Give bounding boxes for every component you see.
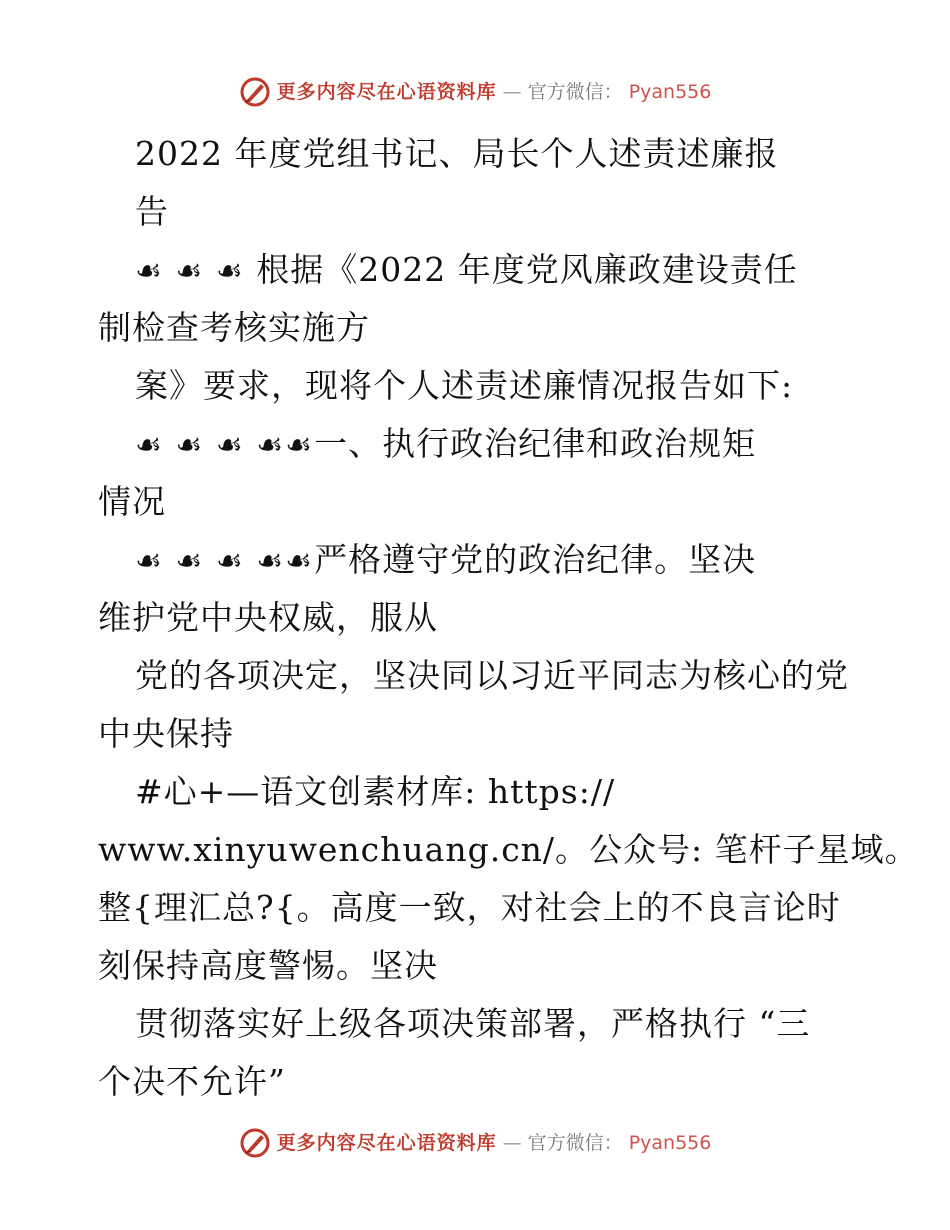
line-text: 贯彻落实好上级各项决策部署，严格执行 “三 xyxy=(135,1004,811,1043)
pen-logo-icon xyxy=(239,76,271,108)
line-text: 个决不允许” xyxy=(98,1062,286,1101)
watermark-wechat-id: Pyan556 xyxy=(628,1132,712,1154)
body-line xyxy=(98,1053,858,1111)
watermark-wechat-id: Pyan556 xyxy=(628,81,712,103)
line-text: 制检查考核实施方 xyxy=(98,308,370,347)
document-body xyxy=(98,125,919,1111)
footer-watermark xyxy=(0,1127,950,1159)
line-text: 案》要求，现将个人述责述廉情况报告如下: xyxy=(135,366,794,405)
body-line xyxy=(98,415,858,473)
watermark-official-label: 官方微信： xyxy=(527,81,623,103)
body-line xyxy=(98,241,858,299)
line-text: 一、执行政治纪律和政治规矩 xyxy=(314,424,757,463)
line-text: 根据《2022 年度党风廉政建设责任 xyxy=(256,250,798,289)
line-text: 2022 年度党组书记、局长个人述责述廉报 xyxy=(135,134,779,173)
line-text: 整{理汇总?{。高度一致，对社会上的不良言论时 xyxy=(98,888,841,927)
body-line xyxy=(98,821,919,879)
line-text: www.xinyuwenchuang.cn/。公众号: 笔杆子星域。 xyxy=(98,830,919,869)
header-watermark xyxy=(0,76,950,108)
line-text: 刻保持高度警惕。坚决 xyxy=(98,946,438,985)
line-text: 情况 xyxy=(98,482,166,521)
fleuron-ornament: ☙ ☙ ☙ ☙☙ xyxy=(135,428,315,463)
fleuron-ornament: ☙ ☙ ☙ ☙☙ xyxy=(135,544,315,579)
watermark-official-label: 官方微信： xyxy=(527,1132,623,1154)
line-text: #心+—语文创素材库: https:// xyxy=(135,772,616,811)
body-line xyxy=(98,647,858,705)
body-line xyxy=(98,763,858,821)
body-line xyxy=(98,531,858,589)
body-line xyxy=(98,589,858,647)
watermark-dash: — xyxy=(502,1132,522,1154)
fleuron-ornament: ☙ ☙ ☙ xyxy=(135,254,257,289)
line-text: 党的各项决定，坚决同以习近平同志为核心的党 xyxy=(135,656,849,695)
body-line xyxy=(98,705,858,763)
body-line xyxy=(98,937,858,995)
pen-logo-icon xyxy=(239,1127,271,1159)
body-line xyxy=(98,357,858,415)
body-line xyxy=(98,473,858,531)
body-line xyxy=(98,125,858,183)
body-line xyxy=(98,299,858,357)
line-text: 维护党中央权威，服从 xyxy=(98,598,438,637)
line-text: 告 xyxy=(135,192,169,231)
line-text: 严格遵守党的政治纪律。坚决 xyxy=(314,540,757,579)
watermark-dash: — xyxy=(502,81,522,103)
body-line xyxy=(98,879,858,937)
watermark-main-text: 更多内容尽在心语资料库 xyxy=(276,81,497,103)
line-text: 中央保持 xyxy=(98,714,234,753)
body-line xyxy=(98,995,858,1053)
body-line xyxy=(98,183,858,241)
watermark-main-text: 更多内容尽在心语资料库 xyxy=(276,1132,497,1154)
